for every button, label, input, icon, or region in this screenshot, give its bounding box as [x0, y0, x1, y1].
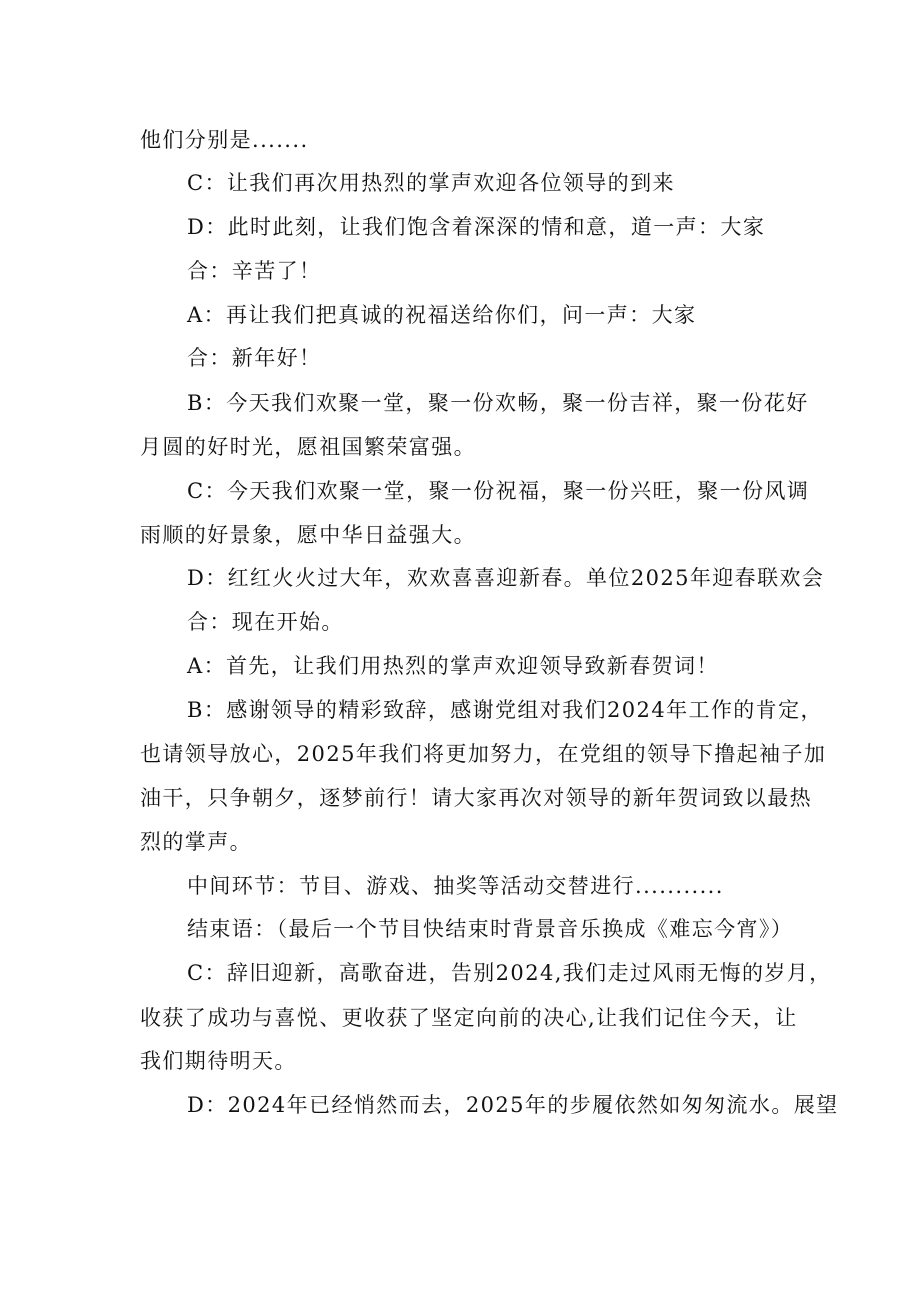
- text-line: 收获了成功与喜悦、更收获了坚定向前的决心,让我们记住今天，让: [140, 1006, 798, 1030]
- text-line: D：2024年已经悄然而去，2025年的步履依然如匆匆流水。展望: [187, 1093, 839, 1117]
- text-line: 合：新年好！: [187, 346, 322, 370]
- text-line: C：辞旧迎新，高歌奋进，告别2024,我们走过风雨无悔的岁月，: [187, 961, 832, 985]
- text-line: 合：辛苦了！: [187, 259, 322, 283]
- text-line: 油干，只争朝夕，逐梦前行！请大家再次对领导的新年贺词致以最热: [140, 786, 812, 810]
- text-line: 中间环节：节目、游戏、抽奖等活动交替进行...........: [187, 874, 724, 898]
- text-line: 他们分别是.......: [140, 128, 309, 152]
- text-line: D：红红火火过大年，欢欢喜喜迎新春。单位2025年迎春联欢会: [187, 566, 825, 590]
- text-line: B：感谢领导的精彩致辞，感谢党组对我们2024年工作的肯定，: [187, 698, 823, 722]
- text-line: D：此时此刻，让我们饱含着深深的情和意，道一声：大家: [187, 215, 766, 239]
- text-line: 雨顺的好景象，愿中华日益强大。: [140, 523, 476, 547]
- text-line: B：今天我们欢聚一堂，聚一份欢畅，聚一份吉祥，聚一份花好: [187, 391, 809, 415]
- text-line: 我们期待明天。: [140, 1049, 297, 1073]
- text-line: A：再让我们把真诚的祝福送给你们，问一声：大家: [187, 303, 697, 327]
- text-line: 结束语：（最后一个节目快结束时背景音乐换成《难忘今宵》）: [187, 917, 794, 941]
- text-line: 合：现在开始。: [187, 610, 344, 634]
- text-line: 也请领导放心，2025年我们将更加努力，在党组的领导下撸起袖子加: [140, 742, 827, 766]
- text-line: C：让我们再次用热烈的掌声欢迎各位领导的到来: [187, 171, 675, 195]
- text-line: A：首先，让我们用热烈的掌声欢迎领导致新春贺词！: [187, 654, 719, 678]
- text-line: C：今天我们欢聚一堂，聚一份祝福，聚一份兴旺，聚一份风调: [187, 479, 810, 503]
- text-line: 月圆的好时光，愿祖国繁荣富强。: [140, 435, 476, 459]
- text-line: 烈的掌声。: [140, 830, 252, 854]
